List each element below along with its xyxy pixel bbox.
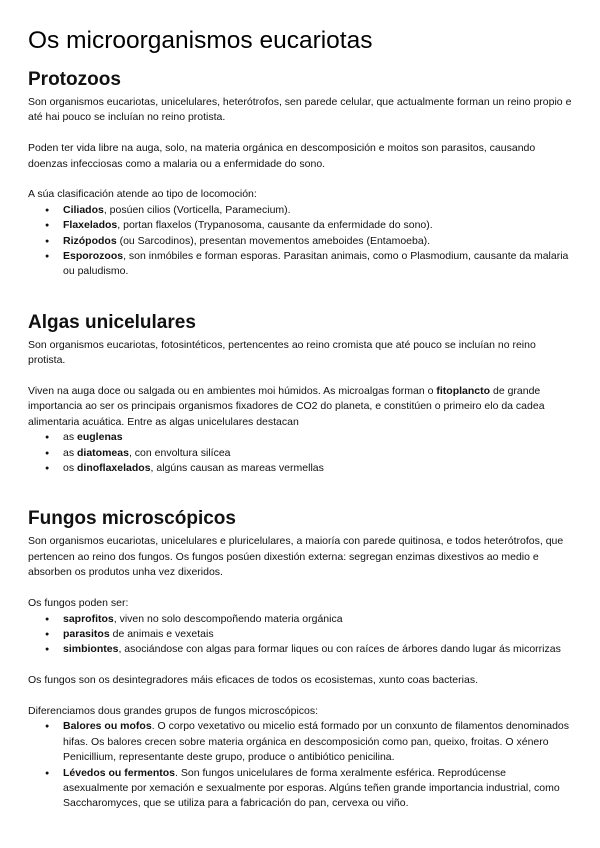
fungos-paragraph-3: Os fungos son os desintegradores máis eficaces de todos os ecosistemas, xunto coas bacterias. (28, 674, 478, 687)
fungos-paragraph-1: Son organismos eucariotas, unicelulares e pluricelulares, a maioría con parede quitinosa, e todos heterótrofos, que pertencen ao reino dos fungos. Os fungos posúen dixestión externa: segregan enzimas dixestivos ao medio e absorben os produtos unha vez dixeridos. (28, 535, 564, 579)
list-item: ● Flaxelados, portan flaxelos (Trypanosoma, causante da enfermidade do sono). (28, 218, 572, 233)
section-heading-algas: Algas unicelulares (28, 311, 196, 333)
list-item: ● simbiontes, asociándose con algas para formar liques ou con raíces de árbores dando lugar ás micorrizas (28, 642, 572, 657)
section-heading-fungos: Fungos microscópicos (28, 508, 236, 530)
protozoos-paragraph-3: A súa clasificación atende ao tipo de locomoción: (28, 188, 257, 201)
algas-paragraph-1: Son organismos eucariotas, fotosintéticos, pertencentes ao reino cromista que até pouco se incluían no reino protista. (28, 338, 536, 367)
fungos-groups-list (28, 719, 572, 811)
list-item: ● as euglenas (28, 430, 572, 445)
list-item: ● saprofitos, viven no solo descompoñendo materia orgánica (28, 612, 572, 627)
protozoos-paragraph-1: Son organismos eucariotas, unicelulares, heterótrofos, sen parede celular, que actualmente forman un reino propio e até hai pouco se incluían no reino protista. (28, 96, 572, 124)
list-item: ● Balores ou mofos. O corpo vexetativo ou micelio está formado por un conxunto de filamentos denominados hifas. Os balores crecen sobre materia orgánica en descomposición como pan, queixo, froitas. O xénero Penicillium, representante deste grupo, produce o antibiótico penicilina. (28, 719, 572, 765)
page-title: Os microorganismos eucariotas (28, 27, 373, 54)
list-item: ● Esporozoos, son inmóbiles e forman esporas. Parasitan animais, como o Plasmodium, causante da malaria ou paludismo. (28, 249, 572, 280)
list-item: ● as diatomeas, con envoltura silícea (28, 446, 572, 461)
list-item: ● Lévedos ou fermentos. Son fungos unicelulares de forma xeralmente esférica. Reprodúcense asexualmente por xemación e sexualmente por esporas. Algúns teñen grande importancia industrial, como Saccharomyces, que se utiliza para a fabricación do pan, cervexa ou viño. (28, 766, 572, 812)
list-item: ● Ciliados, posúen cilios (Vorticella, Paramecium). (28, 203, 572, 218)
list-item: ● os dinoflaxelados, algúns causan as mareas vermellas (28, 461, 572, 476)
document-page (28, 26, 572, 812)
fungos-list (28, 612, 572, 658)
protozoos-paragraph-2: Poden ter vida libre na auga, solo, na materia orgánica en descomposición e moitos son parasitos, causando doenzas infecciosas como a malaria ou a enfermidade do sono. (28, 142, 536, 170)
section-heading-protozoos: Protozoos (28, 69, 121, 90)
fungos-paragraph-4: Diferenciamos dous grandes grupos de fungos microscópicos: (28, 704, 319, 717)
fungos-paragraph-2: Os fungos poden ser: (28, 597, 129, 610)
algas-list (28, 430, 572, 476)
list-item: ● Rizópodos (ou Sarcodinos), presentan movementos ameboides (Entamoeba). (28, 234, 572, 249)
algas-paragraph-2: Viven na auga doce ou salgada ou en ambientes moi húmidos. As microalgas forman o fitoplancto de grande importancia ao ser os principais organismos fixadores de CO2 do planeta, e constitúen o primeiro elo da cadea alimentaria acuática. Entre as algas unicelulares destacan (28, 385, 545, 428)
list-item: ● parasitos de animais e vexetais (28, 627, 572, 642)
protozoos-list (28, 203, 572, 280)
